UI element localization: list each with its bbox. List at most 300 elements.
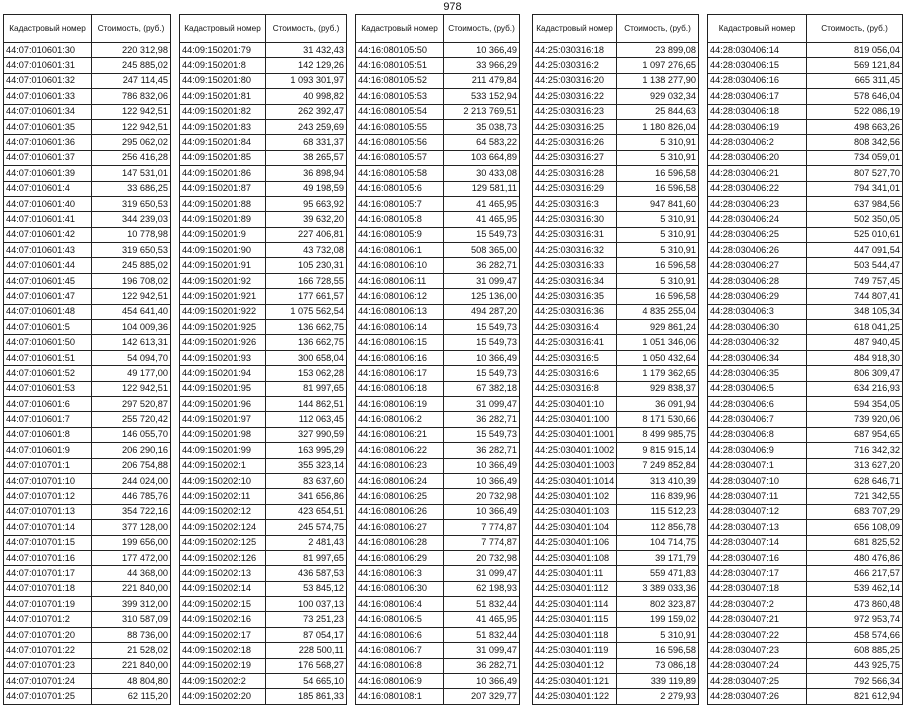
cost-cell: 104 009,36 <box>92 320 171 335</box>
table-row <box>533 73 699 88</box>
cadastral-number-cell: 44:07:010601:33 <box>4 89 92 104</box>
table-row <box>533 335 699 350</box>
table-row <box>356 458 520 473</box>
cadastral-number-cell: 44:09:150201:92 <box>180 273 266 288</box>
table-row <box>356 73 520 88</box>
table-row <box>533 181 699 196</box>
cost-cell: 15 549,73 <box>444 427 520 442</box>
cost-cell: 447 091,54 <box>807 243 903 258</box>
table-row <box>4 366 171 381</box>
cost-cell: 2 279,93 <box>617 689 699 704</box>
table-row <box>180 335 347 350</box>
cost-cell: 33 966,29 <box>444 58 520 73</box>
table-row <box>533 458 699 473</box>
cadastral-number-cell: 44:09:150201:9 <box>180 227 266 242</box>
table-row <box>4 73 171 88</box>
cost-cell: 36 898,94 <box>266 166 347 181</box>
cadastral-number-cell: 44:16:080105:8 <box>356 212 444 227</box>
table-row <box>356 643 520 658</box>
cost-cell: 446 785,76 <box>92 489 171 504</box>
cadastral-number-cell: 44:16:080106:21 <box>356 427 444 442</box>
cadastral-number-cell: 44:16:080105:50 <box>356 43 444 58</box>
cadastral-number-cell: 44:16:080106:25 <box>356 489 444 504</box>
table-row <box>708 612 903 627</box>
table-row <box>180 443 347 458</box>
table-row <box>533 674 699 689</box>
table-row <box>4 381 171 396</box>
table-row <box>4 396 171 411</box>
cadastral-number-cell: 44:16:080106:13 <box>356 304 444 319</box>
cadastral-number-cell: 44:16:080105:52 <box>356 73 444 88</box>
cost-cell: 637 984,56 <box>807 196 903 211</box>
header-cadastral-number: Кадастровый номер <box>533 15 617 43</box>
table-row <box>356 381 520 396</box>
cost-cell: 245 574,75 <box>266 520 347 535</box>
table-row <box>533 489 699 504</box>
cadastral-number-cell: 44:16:080106:23 <box>356 458 444 473</box>
cost-cell: 339 119,89 <box>617 674 699 689</box>
cost-cell: 458 574,66 <box>807 627 903 642</box>
cost-cell: 480 476,86 <box>807 550 903 565</box>
cost-cell: 348 105,34 <box>807 304 903 319</box>
cadastral-number-cell: 44:16:080106:2 <box>356 412 444 427</box>
table-row <box>356 258 520 273</box>
cost-cell: 112 063,45 <box>266 412 347 427</box>
cost-cell: 206 754,88 <box>92 458 171 473</box>
cost-cell: 9 815 915,14 <box>617 443 699 458</box>
cost-cell: 227 406,81 <box>266 227 347 242</box>
cost-cell: 634 216,93 <box>807 381 903 396</box>
table-row <box>708 489 903 504</box>
cost-cell: 33 686,25 <box>92 181 171 196</box>
cost-cell: 31 099,47 <box>444 566 520 581</box>
cadastral-number-cell: 44:28:030406:8 <box>708 427 807 442</box>
cost-cell: 473 860,48 <box>807 597 903 612</box>
header-cadastral-number: Кадастровый номер <box>356 15 444 43</box>
cost-cell: 569 121,84 <box>807 58 903 73</box>
cost-cell: 185 861,33 <box>266 689 347 704</box>
table-row <box>708 273 903 288</box>
table-row <box>708 320 903 335</box>
cost-cell: 5 310,91 <box>617 212 699 227</box>
cost-cell: 207 329,77 <box>444 689 520 704</box>
cost-cell: 129 581,11 <box>444 181 520 196</box>
table-row <box>356 412 520 427</box>
cadastral-number-cell: 44:25:030316:31 <box>533 227 617 242</box>
cost-cell: 929 032,34 <box>617 89 699 104</box>
table-row <box>4 104 171 119</box>
cadastral-number-cell: 44:07:010701:13 <box>4 504 92 519</box>
cadastral-number-cell: 44:28:030406:29 <box>708 289 807 304</box>
table-row <box>708 381 903 396</box>
table-row <box>533 43 699 58</box>
cost-cell: 443 925,75 <box>807 658 903 673</box>
cadastral-number-cell: 44:16:080106:12 <box>356 289 444 304</box>
cadastral-number-cell: 44:07:010601:6 <box>4 396 92 411</box>
table-row <box>356 166 520 181</box>
table-row <box>356 243 520 258</box>
cadastral-number-cell: 44:09:150202:15 <box>180 597 266 612</box>
cost-cell: 163 995,29 <box>266 443 347 458</box>
cadastral-number-cell: 44:25:030316:35 <box>533 289 617 304</box>
cost-cell: 64 583,22 <box>444 135 520 150</box>
cadastral-number-cell: 44:09:150201:921 <box>180 289 266 304</box>
table-row <box>180 566 347 581</box>
cadastral-number-cell: 44:09:150201:97 <box>180 412 266 427</box>
cadastral-number-cell: 44:25:030316:20 <box>533 73 617 88</box>
cadastral-table-5 <box>707 14 903 705</box>
table-row <box>533 273 699 288</box>
table-row <box>180 227 347 242</box>
cadastral-number-cell: 44:09:150202:2 <box>180 674 266 689</box>
cadastral-number-cell: 44:16:080106:27 <box>356 520 444 535</box>
table-row <box>180 473 347 488</box>
cadastral-number-cell: 44:28:030407:14 <box>708 535 807 550</box>
cost-cell: 115 512,23 <box>617 504 699 519</box>
cadastral-number-cell: 44:07:010601:9 <box>4 443 92 458</box>
cost-cell: 36 282,71 <box>444 258 520 273</box>
cost-cell: 5 310,91 <box>617 627 699 642</box>
cadastral-number-cell: 44:16:080106:30 <box>356 581 444 596</box>
cost-cell: 87 054,17 <box>266 627 347 642</box>
header-cost: Стоимость, (руб.) <box>92 15 171 43</box>
cost-cell: 51 832,44 <box>444 627 520 642</box>
cadastral-number-cell: 44:16:080105:58 <box>356 166 444 181</box>
cost-cell: 23 899,08 <box>617 43 699 58</box>
table-row <box>533 243 699 258</box>
cadastral-number-cell: 44:07:010601:44 <box>4 258 92 273</box>
table-row <box>4 335 171 350</box>
table-row <box>180 73 347 88</box>
cost-cell: 206 290,16 <box>92 443 171 458</box>
table-row <box>708 304 903 319</box>
cadastral-number-cell: 44:25:030316:32 <box>533 243 617 258</box>
table-row <box>533 535 699 550</box>
cadastral-number-cell: 44:28:030406:2 <box>708 135 807 150</box>
cost-cell: 62 115,20 <box>92 689 171 704</box>
cost-cell: 313 627,20 <box>807 458 903 473</box>
cost-cell: 125 136,00 <box>444 289 520 304</box>
cadastral-number-cell: 44:25:030316:8 <box>533 381 617 396</box>
cadastral-number-cell: 44:07:010601:4 <box>4 181 92 196</box>
cost-cell: 122 942,51 <box>92 119 171 134</box>
table-row <box>533 427 699 442</box>
cadastral-number-cell: 44:09:150202:1 <box>180 458 266 473</box>
table-row <box>180 273 347 288</box>
cost-cell: 16 596,58 <box>617 289 699 304</box>
header-cadastral-number: Кадастровый номер <box>180 15 266 43</box>
cost-cell: 31 432,43 <box>266 43 347 58</box>
table-row <box>4 458 171 473</box>
table-row <box>708 43 903 58</box>
cadastral-number-cell: 44:28:030406:14 <box>708 43 807 58</box>
cost-cell: 40 998,82 <box>266 89 347 104</box>
cadastral-number-cell: 44:28:030406:17 <box>708 89 807 104</box>
cadastral-number-cell: 44:28:030406:28 <box>708 273 807 288</box>
table-row <box>356 674 520 689</box>
table-row <box>4 535 171 550</box>
table-row <box>708 212 903 227</box>
cost-cell: 8 171 530,66 <box>617 412 699 427</box>
table-row <box>708 335 903 350</box>
cadastral-number-cell: 44:07:010601:48 <box>4 304 92 319</box>
table-row <box>4 489 171 504</box>
cadastral-number-cell: 44:09:150202:17 <box>180 627 266 642</box>
cost-cell: 498 663,26 <box>807 119 903 134</box>
cadastral-number-cell: 44:28:030406:27 <box>708 258 807 273</box>
cost-cell: 44 368,00 <box>92 566 171 581</box>
table-row <box>4 212 171 227</box>
cost-cell: 466 217,57 <box>807 566 903 581</box>
table-row <box>708 427 903 442</box>
cadastral-number-cell: 44:07:010601:5 <box>4 320 92 335</box>
table-row <box>356 366 520 381</box>
cadastral-number-cell: 44:09:150201:80 <box>180 73 266 88</box>
cadastral-number-cell: 44:25:030316:26 <box>533 135 617 150</box>
cost-cell: 494 287,20 <box>444 304 520 319</box>
cadastral-number-cell: 44:07:010601:7 <box>4 412 92 427</box>
cost-cell: 146 055,70 <box>92 427 171 442</box>
cost-cell: 220 312,98 <box>92 43 171 58</box>
cadastral-number-cell: 44:09:150201:93 <box>180 350 266 365</box>
cost-cell: 36 282,71 <box>444 412 520 427</box>
cost-cell: 221 840,00 <box>92 581 171 596</box>
cost-cell: 7 774,87 <box>444 520 520 535</box>
table-row <box>533 381 699 396</box>
table-row <box>533 350 699 365</box>
cost-cell: 16 596,58 <box>617 181 699 196</box>
cost-cell: 36 282,71 <box>444 658 520 673</box>
cost-cell: 103 664,89 <box>444 150 520 165</box>
cost-cell: 656 108,09 <box>807 520 903 535</box>
cost-cell: 2 481,43 <box>266 535 347 550</box>
cadastral-number-cell: 44:28:030407:18 <box>708 581 807 596</box>
table-row <box>4 289 171 304</box>
cost-cell: 1 180 826,04 <box>617 119 699 134</box>
cadastral-number-cell: 44:16:080106:11 <box>356 273 444 288</box>
table-row <box>180 150 347 165</box>
cadastral-number-cell: 44:07:010601:35 <box>4 119 92 134</box>
cadastral-number-cell: 44:07:010701:19 <box>4 597 92 612</box>
cost-cell: 5 310,91 <box>617 227 699 242</box>
cadastral-number-cell: 44:07:010701:25 <box>4 689 92 704</box>
cost-cell: 10 778,98 <box>92 227 171 242</box>
cost-cell: 929 838,37 <box>617 381 699 396</box>
table-row <box>533 89 699 104</box>
cost-cell: 749 757,45 <box>807 273 903 288</box>
table-row <box>708 643 903 658</box>
cadastral-number-cell: 44:25:030316:6 <box>533 366 617 381</box>
cadastral-number-cell: 44:09:150202:19 <box>180 658 266 673</box>
table-row <box>4 427 171 442</box>
cost-cell: 81 997,65 <box>266 550 347 565</box>
cadastral-number-cell: 44:09:150202:10 <box>180 473 266 488</box>
table-row <box>708 289 903 304</box>
table-row <box>708 89 903 104</box>
header-cost: Стоимость, (руб.) <box>444 15 520 43</box>
cost-cell: 41 465,95 <box>444 212 520 227</box>
cadastral-number-cell: 44:28:030406:18 <box>708 104 807 119</box>
cost-cell: 136 662,75 <box>266 335 347 350</box>
cost-cell: 313 410,39 <box>617 473 699 488</box>
table-row <box>4 58 171 73</box>
cost-cell: 245 885,02 <box>92 58 171 73</box>
cost-cell: 327 990,59 <box>266 427 347 442</box>
cadastral-number-cell: 44:28:030407:24 <box>708 658 807 673</box>
cost-cell: 48 804,80 <box>92 674 171 689</box>
table-row <box>356 427 520 442</box>
table-row <box>356 119 520 134</box>
table-row <box>180 135 347 150</box>
cost-cell: 147 531,01 <box>92 166 171 181</box>
cadastral-number-cell: 44:28:030406:35 <box>708 366 807 381</box>
table-row <box>180 104 347 119</box>
cadastral-number-cell: 44:28:030406:15 <box>708 58 807 73</box>
table-row <box>356 581 520 596</box>
cadastral-number-cell: 44:25:030316:33 <box>533 258 617 273</box>
table-row <box>4 658 171 673</box>
table-row <box>180 689 347 704</box>
cost-cell: 2 213 769,51 <box>444 104 520 119</box>
table-row <box>708 58 903 73</box>
cadastral-number-cell: 44:07:010701:15 <box>4 535 92 550</box>
table-row <box>180 320 347 335</box>
table-row <box>180 643 347 658</box>
cadastral-number-cell: 44:16:080108:1 <box>356 689 444 704</box>
cadastral-number-cell: 44:28:030407:26 <box>708 689 807 704</box>
cost-cell: 734 059,01 <box>807 150 903 165</box>
table-row <box>4 150 171 165</box>
cost-cell: 7 774,87 <box>444 535 520 550</box>
cadastral-number-cell: 44:25:030316:3 <box>533 196 617 211</box>
table-row <box>533 166 699 181</box>
cost-cell: 10 366,49 <box>444 350 520 365</box>
cadastral-table-1 <box>3 14 171 705</box>
cadastral-number-cell: 44:28:030406:30 <box>708 320 807 335</box>
cost-cell: 628 646,71 <box>807 473 903 488</box>
cost-cell: 38 265,57 <box>266 150 347 165</box>
cadastral-number-cell: 44:09:150202:16 <box>180 612 266 627</box>
cadastral-number-cell: 44:16:080105:51 <box>356 58 444 73</box>
cost-cell: 39 632,20 <box>266 212 347 227</box>
table-row <box>708 366 903 381</box>
cadastral-number-cell: 44:07:010701:14 <box>4 520 92 535</box>
cost-cell: 20 732,98 <box>444 550 520 565</box>
table-row <box>708 135 903 150</box>
cadastral-number-cell: 44:28:030406:32 <box>708 335 807 350</box>
cadastral-number-cell: 44:28:030407:25 <box>708 674 807 689</box>
cost-cell: 578 646,04 <box>807 89 903 104</box>
table-row <box>180 597 347 612</box>
cadastral-number-cell: 44:07:010601:8 <box>4 427 92 442</box>
cadastral-number-cell: 44:25:030401:119 <box>533 643 617 658</box>
cost-cell: 199 159,02 <box>617 612 699 627</box>
table-row <box>180 166 347 181</box>
table-row <box>708 689 903 704</box>
cadastral-number-cell: 44:16:080106:9 <box>356 674 444 689</box>
cadastral-number-cell: 44:07:010601:50 <box>4 335 92 350</box>
cadastral-number-cell: 44:28:030406:24 <box>708 212 807 227</box>
cost-cell: 73 086,18 <box>617 658 699 673</box>
cadastral-number-cell: 44:25:030401:115 <box>533 612 617 627</box>
table-row <box>180 674 347 689</box>
cadastral-number-cell: 44:16:080105:54 <box>356 104 444 119</box>
cost-cell: 54 094,70 <box>92 350 171 365</box>
cost-cell: 177 661,57 <box>266 289 347 304</box>
cadastral-number-cell: 44:25:030316:18 <box>533 43 617 58</box>
cadastral-number-cell: 44:09:150201:926 <box>180 335 266 350</box>
cost-cell: 144 862,51 <box>266 396 347 411</box>
cadastral-number-cell: 44:16:080105:57 <box>356 150 444 165</box>
cadastral-number-cell: 44:25:030401:114 <box>533 597 617 612</box>
cadastral-number-cell: 44:16:080106:14 <box>356 320 444 335</box>
cost-cell: 15 549,73 <box>444 366 520 381</box>
table-row <box>708 227 903 242</box>
cost-cell: 100 037,13 <box>266 597 347 612</box>
cadastral-number-cell: 44:16:080106:10 <box>356 258 444 273</box>
table-row <box>180 381 347 396</box>
cadastral-number-cell: 44:09:150201:81 <box>180 89 266 104</box>
cadastral-number-cell: 44:16:080106:28 <box>356 535 444 550</box>
table-row <box>356 196 520 211</box>
cost-cell: 25 844,63 <box>617 104 699 119</box>
cadastral-table-2 <box>179 14 347 705</box>
cost-cell: 377 128,00 <box>92 520 171 535</box>
table-row <box>180 627 347 642</box>
table-row <box>4 181 171 196</box>
cost-cell: 43 732,08 <box>266 243 347 258</box>
table-row <box>356 443 520 458</box>
cadastral-number-cell: 44:07:010701:18 <box>4 581 92 596</box>
cadastral-number-cell: 44:07:010701:23 <box>4 658 92 673</box>
cost-cell: 62 198,93 <box>444 581 520 596</box>
cadastral-number-cell: 44:25:030316:22 <box>533 89 617 104</box>
table-row <box>180 119 347 134</box>
cost-cell: 1 075 562,54 <box>266 304 347 319</box>
cost-cell: 16 596,58 <box>617 166 699 181</box>
cost-cell: 618 041,25 <box>807 320 903 335</box>
cadastral-number-cell: 44:07:010601:43 <box>4 243 92 258</box>
cost-cell: 116 839,96 <box>617 489 699 504</box>
table-row <box>533 520 699 535</box>
cadastral-number-cell: 44:09:150202:20 <box>180 689 266 704</box>
cost-cell: 5 310,91 <box>617 150 699 165</box>
cadastral-number-cell: 44:07:010601:40 <box>4 196 92 211</box>
cadastral-number-cell: 44:25:030316:28 <box>533 166 617 181</box>
cadastral-number-cell: 44:28:030406:34 <box>708 350 807 365</box>
cadastral-number-cell: 44:16:080105:56 <box>356 135 444 150</box>
cadastral-number-cell: 44:25:030401:121 <box>533 674 617 689</box>
cost-cell: 244 024,00 <box>92 473 171 488</box>
cadastral-number-cell: 44:07:010701:2 <box>4 612 92 627</box>
cost-cell: 665 311,45 <box>807 73 903 88</box>
cadastral-number-cell: 44:07:010701:12 <box>4 489 92 504</box>
cost-cell: 806 309,47 <box>807 366 903 381</box>
table-row <box>533 150 699 165</box>
cost-cell: 10 366,49 <box>444 674 520 689</box>
table-row <box>356 689 520 704</box>
table-row <box>4 304 171 319</box>
cadastral-number-cell: 44:07:010601:53 <box>4 381 92 396</box>
cadastral-number-cell: 44:16:080105:7 <box>356 196 444 211</box>
cadastral-number-cell: 44:16:080106:15 <box>356 335 444 350</box>
cadastral-number-cell: 44:07:010701:16 <box>4 550 92 565</box>
cadastral-number-cell: 44:07:010701:24 <box>4 674 92 689</box>
cadastral-number-cell: 44:16:080106:17 <box>356 366 444 381</box>
cost-cell: 199 656,00 <box>92 535 171 550</box>
table-row <box>708 658 903 673</box>
cost-cell: 972 953,74 <box>807 612 903 627</box>
